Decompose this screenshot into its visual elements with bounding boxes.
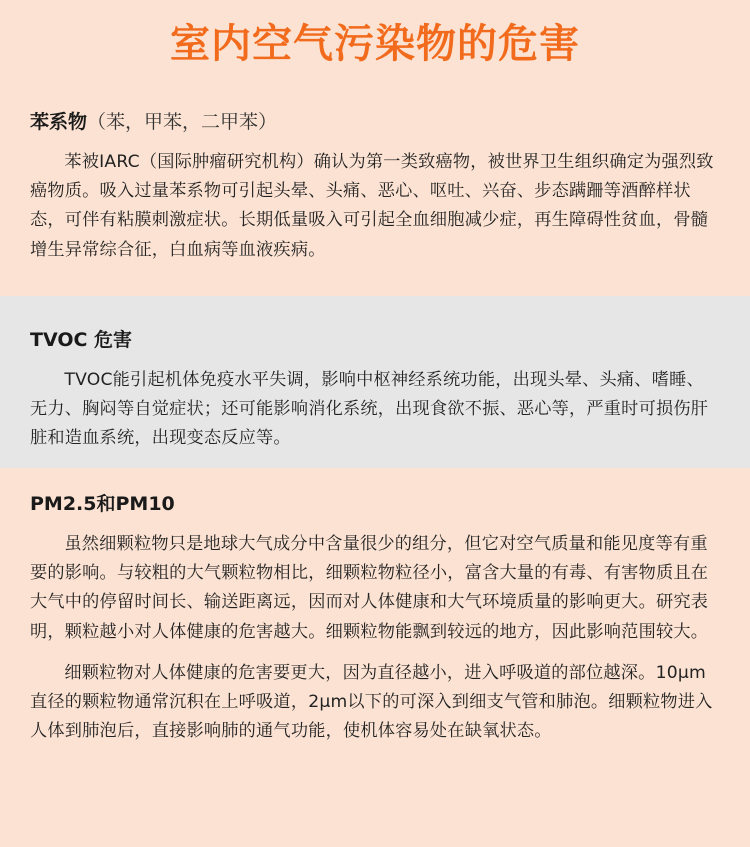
section-heading bbox=[30, 106, 720, 138]
section-heading: PM2.5和PM10 bbox=[30, 493, 175, 515]
section-tvoc bbox=[0, 296, 750, 468]
section-benzene bbox=[0, 88, 750, 296]
paragraph: 细颗粒物对人体健康的危害要更大，因为直径越小，进入呼吸道的部位越深。10μm直径的颗粒物通常沉积在上呼吸道，2μm以下的可深入到细支气管和肺泡。细颗粒物进入人体到肺泡后，直接影响肺的通气功能，使机体容易处在缺氧状态。 bbox=[30, 662, 713, 742]
section-pm bbox=[0, 468, 750, 746]
paragraph: TVOC能引起机体免疫水平失调，影响中枢神经系统功能，出现头晕、头痛、嗜睡、无力、胸闷等自觉症状；还可能影响消化系统，出现食欲不振、恶心等，严重时可损伤肝脏和造血系统，出现变态反应等。 bbox=[30, 370, 709, 449]
paragraph: 虽然细颗粒物只是地球大气成分中含量很少的组分，但它对空气质量和能见度等有重要的影响。与较粗的大气颗粒物相比，细颗粒物粒径小，富含大量的有毒、有害物质且在大气中的停留时间长、输送距离远，因而对人体健康和大气环境质量的影响更大。研究表明，颗粒越小对人体健康的危害越大。细颗粒物能飘到较远的地方，因此影响范围较大。 bbox=[30, 534, 709, 642]
heading-text: 苯系物 bbox=[30, 111, 88, 133]
paragraph: 苯被IARC（国际肿瘤研究机构）确认为第一类致癌物，被世界卫生组织确定为强烈致癌物质。吸入过量苯系物可引起头晕、头痛、恶心、呕吐、兴奋、步态蹒跚等酒醉样状态，可伴有粘膜刺激症状。长期低量吸入可引起全血细胞减少症，再生障碍性贫血，骨髓增生异常综合征，白血病等血液疾病。 bbox=[30, 152, 714, 260]
section-heading: TVOC 危害 bbox=[30, 329, 133, 351]
page-title: 室内空气污染物的危害 bbox=[170, 21, 580, 67]
heading-subtext: （苯，甲苯，二甲苯） bbox=[87, 111, 278, 133]
